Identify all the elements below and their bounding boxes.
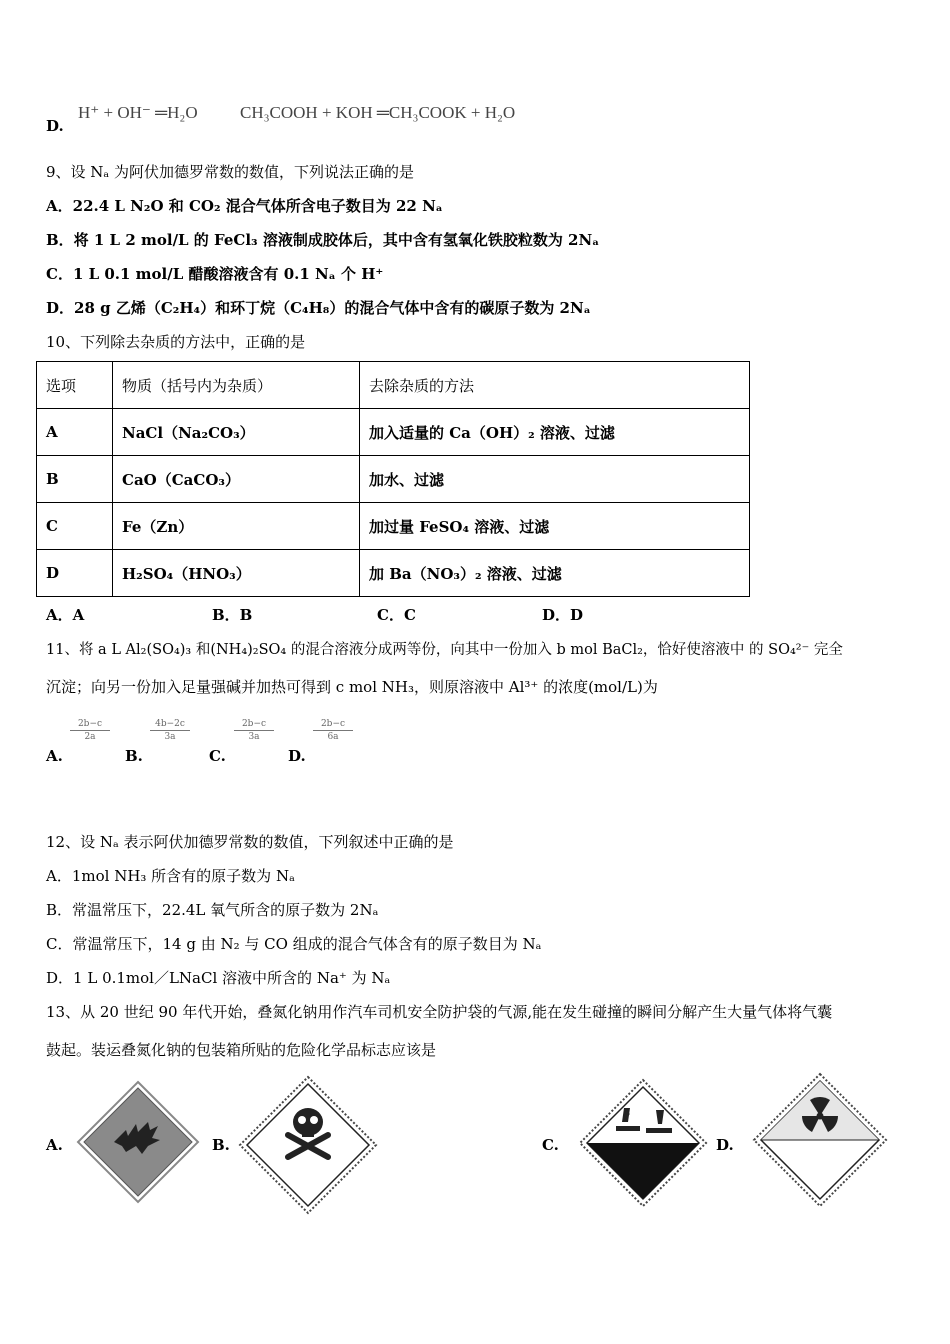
q10-option-d: D．D <box>542 606 584 624</box>
q9-stem: 9、设 Nₐ 为阿伏加德罗常数的数值，下列说法正确的是 <box>46 163 414 181</box>
q13-stem-line2: 鼓起。装运叠氮化钠的包装箱所贴的危险化学品标志应该是 <box>46 1041 437 1059</box>
q13-option-b-label: B. <box>212 1136 230 1154</box>
table-row <box>37 456 750 503</box>
q11-option-c-label: C. <box>209 747 226 765</box>
corrosive-sign-icon <box>578 1078 708 1208</box>
table-row <box>37 409 750 456</box>
table-cell: 加入适量的 Ca（OH）₂ 溶液、过滤 <box>360 409 750 456</box>
table-header-row <box>37 362 750 409</box>
q12-stem: 12、设 Nₐ 表示阿伏加德罗常数的数值，下列叙述中正确的是 <box>46 833 454 851</box>
table-row <box>37 550 750 597</box>
flammable-solid-sign-icon <box>76 1080 200 1204</box>
q11-option-d-label: D. <box>288 747 306 765</box>
fraction-numerator: 4b−2c <box>155 719 185 729</box>
q10-option-b: B．B <box>212 606 253 624</box>
table-cell: 加过量 FeSO₄ 溶液、过滤 <box>360 503 750 550</box>
q9-option-c: C．1 L 0.1 mol/L 醋酸溶液含有 0.1 Nₐ 个 H⁺ <box>46 265 384 283</box>
fraction-numerator: 2b−c <box>320 719 346 729</box>
table-cell: 加 Ba（NO₃）₂ 溶液、过滤 <box>360 550 750 597</box>
table-cell: B <box>37 456 113 503</box>
q12-option-b: B．常温常压下，22.4L 氧气所含的原子数为 2Nₐ <box>46 901 379 919</box>
fraction-numerator: 2b−c <box>241 719 267 729</box>
table-header: 物质（括号内为杂质） <box>113 362 360 409</box>
table-cell: 加水、过滤 <box>360 456 750 503</box>
q8-equation-1: H⁺ + OH⁻ ═H₂O <box>78 103 198 122</box>
table-cell: D <box>37 550 113 597</box>
table-header: 选项 <box>37 362 113 409</box>
q12-option-c: C．常温常压下，14 g 由 N₂ 与 CO 组成的混合气体含有的原子数目为 Nₐ <box>46 935 542 953</box>
q11-option-c-fraction <box>234 718 274 743</box>
table-cell: CaO（CaCO₃） <box>113 456 360 503</box>
q12-option-a: A．1mol NH₃ 所含有的原子数为 Nₐ <box>46 867 295 885</box>
table-cell: Fe（Zn） <box>113 503 360 550</box>
table-header: 去除杂质的方法 <box>360 362 750 409</box>
q11-option-b-label: B. <box>125 747 143 765</box>
q9-option-b: B．将 1 L 2 mol/L 的 FeCl₃ 溶液制成胶体后，其中含有氢氧化铁胶粒数为 2Nₐ <box>46 231 600 249</box>
q12-option-d: D．1 L 0.1mol／LNaCl 溶液中所含的 Na⁺ 为 Nₐ <box>46 969 391 987</box>
q8-option-d-label: D. <box>46 117 64 135</box>
q13-option-d-label: D. <box>716 1136 734 1154</box>
fraction-denominator: 6a <box>313 730 353 743</box>
q10-option-c: C．C <box>377 606 416 624</box>
fraction-denominator: 2a <box>70 730 110 743</box>
q8-equation-2: CH₃COOH + KOH ═CH₃COOK + H₂O <box>240 103 516 122</box>
table-cell: A <box>37 409 113 456</box>
q9-option-d: D．28 g 乙烯（C₂H₄）和环丁烷（C₄H₈）的混合气体中含有的碳原子数为 2Nₐ <box>46 299 591 317</box>
fraction-numerator: 2b−c <box>77 719 103 729</box>
q10-stem: 10、下列除去杂质的方法中，正确的是 <box>46 333 306 351</box>
table-row <box>37 503 750 550</box>
toxic-skull-sign-icon <box>238 1075 378 1215</box>
fraction-denominator: 3a <box>234 730 274 743</box>
q11-stem-line1: 11、将 a L Al₂(SO₄)₃ 和(NH₄)₂SO₄ 的混合溶液分成两等份，向其中一份加入 b mol BaCl₂，恰好使溶液中 的 SO₄²⁻ 完全 <box>46 642 843 658</box>
radioactive-sign-icon <box>752 1072 888 1208</box>
q9-option-a: A．22.4 L N₂O 和 CO₂ 混合气体所含电子数目为 22 Nₐ <box>46 197 443 215</box>
table-cell: C <box>37 503 113 550</box>
q11-option-d-fraction <box>313 718 353 743</box>
fraction-denominator: 3a <box>150 730 190 743</box>
q10-option-a: A．A <box>46 606 85 624</box>
table-cell: H₂SO₄（HNO₃） <box>113 550 360 597</box>
q11-option-a-label: A. <box>46 747 63 765</box>
q11-option-b-fraction <box>150 718 190 743</box>
q11-stem-line2: 沉淀；向另一份加入足量强碱并加热可得到 c mol NH₃，则原溶液中 Al³⁺ 的浓度(mol/L)为 <box>46 678 658 696</box>
q11-option-a-fraction <box>70 718 110 743</box>
q13-stem-line1: 13、从 20 世纪 90 年代开始，叠氮化钠用作汽车司机安全防护袋的气源,能在发生碰撞的瞬间分解产生大量气体将气囊 <box>46 1003 833 1021</box>
q13-option-c-label: C. <box>542 1136 559 1154</box>
table-cell: NaCl（Na₂CO₃） <box>113 409 360 456</box>
q10-table <box>36 361 750 597</box>
q13-option-a-label: A. <box>46 1136 63 1154</box>
